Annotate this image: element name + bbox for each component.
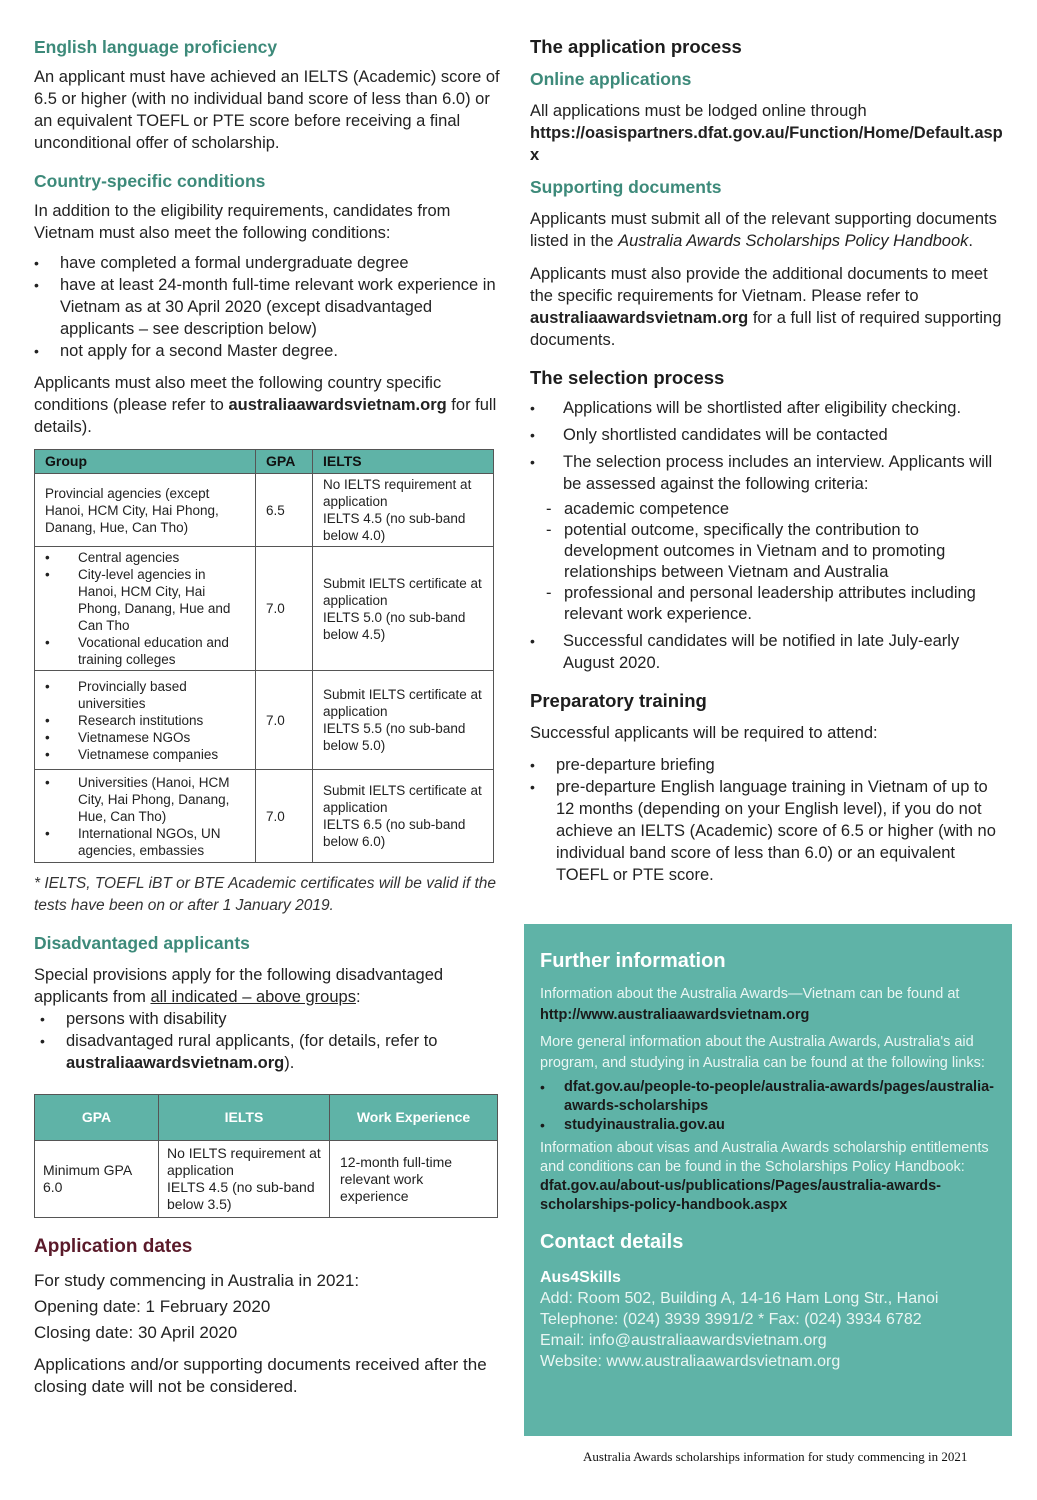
group-table	[34, 449, 494, 863]
dates-heading: Application dates	[34, 1236, 193, 1257]
link-website[interactable]: http://www.australiaawardsvietnam.org	[540, 1007, 810, 1023]
contact-email[interactable]: Email: info@australiaawardsvietnam.org	[540, 1332, 827, 1349]
training-bullets	[530, 754, 1010, 886]
disadvantaged-heading: Disadvantaged applicants	[34, 933, 250, 953]
table-row: • Central agencies • City-level agencies in Hanoi, HCM City, Hai Phong, Danang, Hue and Can Tho • Vocational education and training colleges 7.0 Submit IELTS certificate at application IELTS 5.0 (no sub-band below 4.5)	[35, 547, 494, 671]
list-item: • pre-departure briefing	[530, 754, 1010, 776]
col-group: Group	[35, 450, 256, 474]
list-item: • have at least 24-month full-time relevant work experience in Vietnam as at 30 April 2020 (except disadvantaged applicants – see description below)	[34, 274, 509, 340]
link-handbook[interactable]: dfat.gov.au/about-us/publications/Pages/australia-awards-scholarships-policy-handbook.aspx	[540, 1178, 941, 1213]
further-links	[540, 1078, 996, 1135]
col-gpa: GPA	[35, 1095, 159, 1141]
list-item: • The selection process includes an interview. Applicants will be assessed against the following criteria:	[530, 451, 1010, 495]
country-intro: In addition to the eligibility requirements, candidates from Vietnam must also meet the following conditions:	[34, 202, 451, 242]
list-item: • not apply for a second Master degree.	[34, 340, 509, 362]
further-info-box	[524, 924, 1012, 1436]
selection-heading: The selection process	[530, 367, 725, 388]
further-heading: Further information	[540, 950, 726, 972]
further-p2: More general information about the Australia Awards, Australia's aid program, and studying in Australia can be found at the following links:	[540, 1034, 985, 1071]
col-work: Work Experience	[330, 1095, 498, 1141]
col-ielts: IELTS	[313, 450, 494, 474]
link-australiaawards[interactable]: australiaawardsvietnam.org	[530, 309, 749, 327]
contact-address: Add: Room 502, Building A, 14-16 Ham Long Str., Hanoi	[540, 1290, 939, 1307]
english-text: An applicant must have achieved an IELTS (Academic) score of 6.5 or higher (with no individual band score of less than 6.0) or an equivalent TOEFL or PTE score before receiving a final unconditional offer of scholarship.	[34, 68, 500, 152]
list-item: • disadvantaged rural applicants, (for details, refer to australiaawardsvietnam.org).	[40, 1030, 509, 1074]
table-row: • Universities (Hanoi, HCM City, Hai Phong, Danang, Hue, Can Tho) • International NGOs, UN agencies, embassies 7.0 Submit IELTS certificate at application IELTS 6.5 (no sub-band below 6.0)	[35, 770, 494, 863]
list-item: - professional and personal leadership attributes including relevant work experience.	[530, 583, 1010, 625]
left-column	[34, 30, 509, 1398]
contact-website[interactable]: Website: www.australiaawardsvietnam.org	[540, 1353, 841, 1370]
dates-note: Applications and/or supporting documents received after the closing date will not be considered.	[34, 1355, 487, 1396]
list-item[interactable]: • studyinaustralia.gov.au	[540, 1116, 996, 1135]
process-heading: The application process	[530, 36, 742, 57]
page-footer: Australia Awards scholarships information for study commencing in 2021	[583, 1449, 968, 1464]
training-heading: Preparatory training	[530, 690, 707, 711]
table-row: Minimum GPA 6.0 No IELTS requirement at application IELTS 4.5 (no sub-band below 3.5) 12-month full-time relevant work experience	[35, 1141, 498, 1218]
support-heading: Supporting documents	[530, 177, 722, 197]
country-heading: Country-specific conditions	[34, 171, 266, 191]
link-australiaawards[interactable]: australiaawardsvietnam.org	[66, 1054, 285, 1072]
online-text: All applications must be lodged online through	[530, 102, 867, 120]
list-item: - academic competence	[530, 499, 1010, 520]
further-p1: Information about the Australia Awards—Vietnam can be found at http://www.australiaawardsvietnam.org	[540, 986, 960, 1023]
list-item: • Applications will be shortlisted after eligibility checking.	[530, 397, 1010, 419]
right-column	[530, 30, 1010, 886]
table-row: • Provincially based universities • Research institutions • Vietnamese NGOs • Vietnamese companies 7.0 Submit IELTS certificate at application IELTS 5.5 (no sub-band below 5.0)	[35, 671, 494, 770]
english-heading: English language proficiency	[34, 37, 278, 57]
col-ielts: IELTS	[159, 1095, 330, 1141]
list-item: • Successful candidates will be notified in late July-early August 2020.	[530, 630, 1010, 674]
further-p3: Information about visas and Australia Awards scholarship entitlements and conditions can be found in the Scholarships Policy Handbook: dfat.gov.au/about-us/publications/Pages/australia-awards-scholarships-policy-handbook.aspx	[540, 1140, 989, 1213]
disadvantaged-bullets	[34, 1008, 509, 1074]
list-item[interactable]: • dfat.gov.au/people-to-people/australia-awards/pages/australia-awards-scholarships	[540, 1078, 996, 1116]
opening-date: Opening date: 1 February 2020	[34, 1297, 271, 1316]
col-gpa: GPA	[256, 450, 313, 474]
selection-bullets	[530, 397, 1010, 495]
contact-heading: Contact details	[540, 1231, 684, 1253]
dates-line1: For study commencing in Australia in 2021:	[34, 1271, 360, 1290]
list-item: • have completed a formal undergraduate degree	[34, 252, 509, 274]
support-text-2: Applicants must also provide the additional documents to meet the specific requirements for Vietnam. Please refer to australiaawardsvietnam.org for a full list of required supporting documents.	[530, 265, 1002, 349]
support-text: Applicants must submit all of the relevant supporting documents listed in the Australia Awards Scholarships Policy Handbook.	[530, 210, 997, 250]
note-text: * IELTS, TOEFL iBT or BTE Academic certificates will be valid if the tests have been on or after 1 January 2019.	[34, 875, 497, 914]
table-row: Provincial agencies (except Hanoi, HCM City, Hai Phong, Danang, Hue, Can Tho) 6.5 No IELTS requirement at application IELTS 4.5 (no sub-band below 4.0)	[35, 474, 494, 547]
online-url[interactable]: https://oasispartners.dfat.gov.au/Function/Home/Default.aspx	[530, 124, 1003, 164]
closing-date: Closing date: 30 April 2020	[34, 1323, 238, 1342]
list-item: • pre-departure English language training in Vietnam of up to 12 months (depending on your English level), if you do not achieve an IELTS (Academic) score of 6.5 or higher (with no individual band score of less than 6.0) or an equivalent TOEFL or PTE score.	[530, 776, 1010, 886]
contact-phone: Telephone: (024) 3939 3991/2 * Fax: (024) 3934 6782	[540, 1311, 922, 1328]
list-item: • Only shortlisted candidates will be contacted	[530, 424, 1010, 446]
disadvantaged-table	[34, 1094, 498, 1218]
selection-criteria	[530, 499, 1010, 625]
link-australiaawards[interactable]: australiaawardsvietnam.org	[228, 396, 447, 414]
online-heading: Online applications	[530, 69, 692, 89]
disadvantaged-intro: Special provisions apply for the following disadvantaged applicants from all indicated – above groups:	[34, 966, 444, 1006]
training-intro: Successful applicants will be required to attend:	[530, 724, 878, 742]
list-item: • persons with disability	[40, 1008, 509, 1030]
country-also: Applicants must also meet the following country specific conditions (please refer to australiaawardsvietnam.org for full details).	[34, 374, 497, 436]
contact-org: Aus4Skills	[540, 1269, 621, 1286]
list-item: - potential outcome, specifically the contribution to development outcomes in Vietnam and to promoting relationships between Vietnam and Australia	[530, 520, 1010, 583]
country-bullets	[34, 252, 509, 362]
